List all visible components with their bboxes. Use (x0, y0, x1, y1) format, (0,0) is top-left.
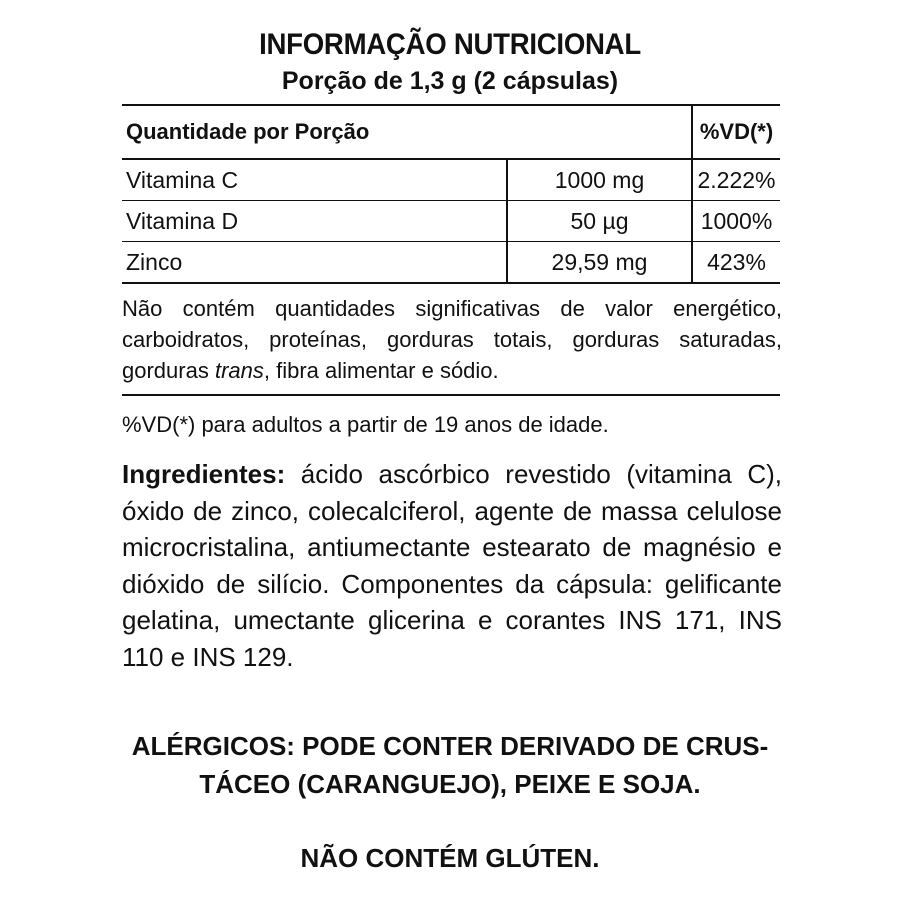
nutrition-table (122, 104, 780, 284)
table-row (122, 201, 780, 242)
table-header-row (122, 106, 780, 160)
allergens-warning (112, 727, 788, 803)
nutrient-daily-value: 2.222% (691, 160, 780, 200)
note-text-end: , fibra alimentar e sódio. (263, 358, 499, 383)
ingredients-text: ácido ascórbico revestido (vitamina C), óxido de zinco, colecalciferol, agente de massa celulose microcristalina, antiumectante estearato de magnésio e dióxido de silício. Componentes da cápsula: gelificante gelatina, umectante glicerina e corantes INS 171, INS 110 e INS 129. (122, 459, 782, 672)
nutrient-amount: 50 µg (506, 201, 691, 241)
ingredients-label: Ingredientes: (122, 459, 286, 489)
nutrition-title: INFORMAÇÃO NUTRICIONAL (259, 28, 641, 61)
serving-size: Porção de 1,3 g (2 cápsulas) (281, 67, 619, 95)
not-significant-note (122, 293, 782, 386)
divider (122, 394, 780, 396)
allergens-line-1: ALÉRGICOS: PODE CONTER DERIVADO DE CRUS- (131, 731, 769, 761)
allergens-line-2: TÁCEO (CARANGUEJO), PEIXE E SOJA. (199, 769, 701, 799)
note-text: Não contém quantidades significativas de valor energético, carboidratos, proteínas, gorduras totais, gorduras saturadas, gorduras (122, 296, 782, 383)
table-row (122, 160, 780, 201)
nutrient-daily-value: 1000% (691, 201, 780, 241)
note-italic-text: trans (214, 358, 264, 383)
ingredients-paragraph (122, 456, 782, 675)
nutrient-amount: 29,59 mg (506, 242, 691, 282)
nutrient-amount: 1000 mg (506, 160, 691, 200)
nutrient-name: Vitamina D (126, 207, 239, 234)
vd-reference-note: %VD(*) para adultos a partir de 19 anos de idade. (122, 412, 609, 437)
gluten-free-notice: NÃO CONTÉM GLÚTEN. (300, 843, 600, 873)
nutrient-name: Zinco (126, 248, 183, 275)
header-daily-value: %VD(*) (691, 106, 780, 158)
header-quantity-per-serving: Quantidade por Porção (126, 119, 370, 144)
nutrient-name: Vitamina C (126, 166, 239, 193)
nutrient-daily-value: 423% (691, 242, 780, 282)
table-row (122, 242, 780, 282)
